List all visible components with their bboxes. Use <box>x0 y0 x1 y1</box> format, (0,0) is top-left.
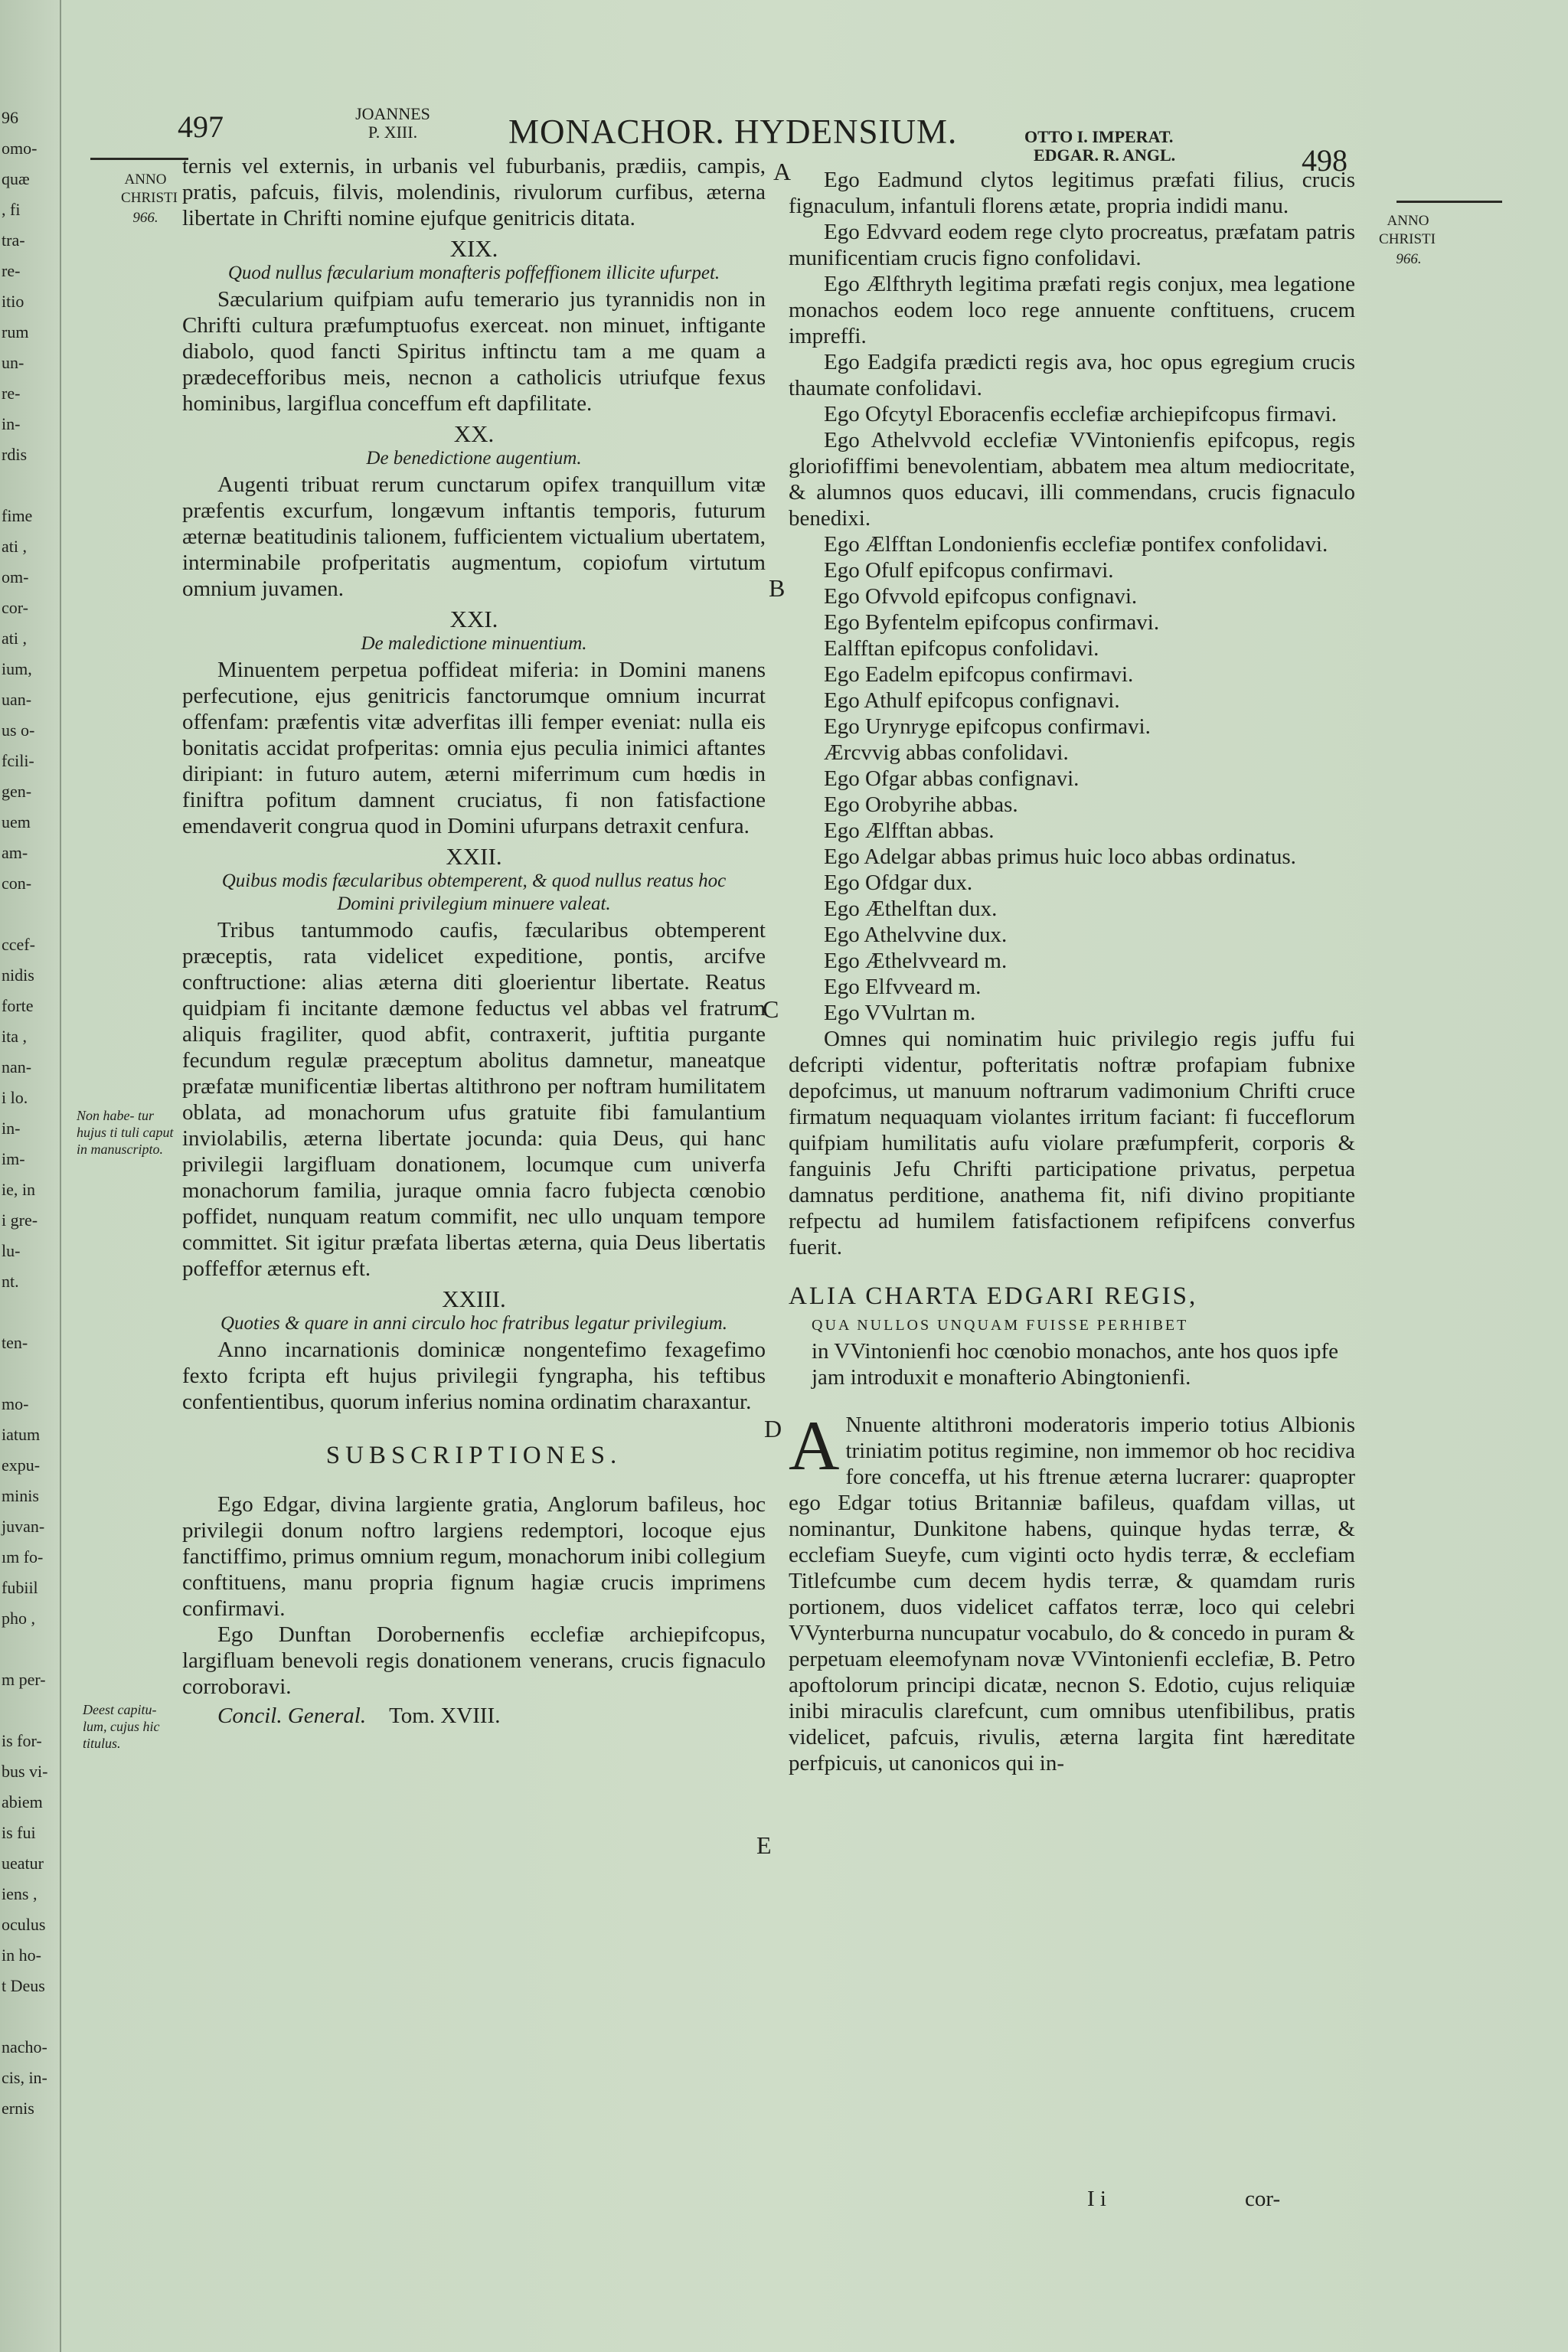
anathema-paragraph: Omnes qui nominatim huic privilegio regis juffu fui defcripti videntur, pofteritatis noftræ profapiam fubnixe depofcimus, ut manuum noftrarum vadimonium Chrifti cruce firmatum nequaquam violantes irritum faciant: fi fucceflorum quifpiam humilitatis aufu violare præfumpferit, corporis & fanguinis Jefu Chrifti participatione privatus, perpetua damnatus perditione, anathema fit, nifi divino propitiante refpectu ad humilem fatisfactionem refipifcens converfus fuerit. <box>789 1027 1355 1259</box>
adjacent-page-fragment: forte <box>2 996 34 1015</box>
year-label-left: 966. <box>132 210 158 226</box>
subscription-athelwold: Ego Athelvvold ecclefiæ VVintonienfis epifcopus, regis gloriofiffimi benevolentiam, abbatem mea altum mediocritate, & alumnos quos educavi, illi commendans, crucis fignaculo benedixi. <box>789 428 1355 531</box>
adjacent-page-fragment: rdis <box>2 445 27 464</box>
adjacent-page-fragment: ati , <box>2 629 27 648</box>
adjacent-page-fragment: lu- <box>2 1241 21 1260</box>
charter-text <box>789 1406 1355 1776</box>
section-letter-e: E <box>756 1831 772 1859</box>
adjacent-page-fragment: in ho- <box>2 1945 41 1965</box>
signer-line: Ego Ofvvold epifcopus confignavi. <box>824 584 1138 609</box>
adjacent-page-fragment: mo- <box>2 1394 29 1413</box>
subscription-aelfstan: Ego Ælfftan Londonienfis ecclefiæ pontifex confolidavi. <box>824 532 1328 557</box>
adjacent-page-fragment: i gre- <box>2 1210 38 1230</box>
drop-cap: A <box>789 1406 840 1485</box>
adjacent-page-fragment: rum <box>2 322 29 341</box>
catchword: cor- <box>1245 2187 1281 2211</box>
section-letter-d: D <box>764 1415 782 1442</box>
adjacent-page-fragment: pho , <box>2 1609 35 1628</box>
signer-line: Ego Athulf epifcopus confignavi. <box>824 688 1120 713</box>
section-21-text: Minuentem perpetua poffideat miferia: in Domini manens perfecutione, ejus genitricis fanctorumque omnium incurrat offenfam: præfentis vitæ adverfitas illi femper eveniat: nulla eis bonitatis accidat profperitas: omnia ejus peculia inimici aftantes diripiant: in futuro autem, æterni miferrimum cum hœdis in finiftra pofitum damnent cruciatus, fi non fatisfactione emendaverit congrua quod in Domini ufurpans detraxit cenfura. <box>182 658 766 838</box>
signer-line: Ego Eadelm epifcopus confirmavi. <box>824 662 1134 687</box>
christi-label-right: CHRISTI <box>1379 231 1436 247</box>
adjacent-page-fragment: ernis <box>2 2099 34 2118</box>
signer-line: Ego VVulrtan m. <box>824 1001 976 1025</box>
year-label-right: 966. <box>1396 251 1422 267</box>
subscription-edgar: Ego Edgar, divina largiente gratia, Anglorum bafileus, hoc privilegii donum noftro largiens redemptori, locoque ejus fanctiffimo, primus omnium regum, monachorum inibi collegium conftituens, manu propria fignum hagiæ crucis imprimens confirmavi. <box>182 1492 766 1621</box>
signer-line: Ego Æthelftan dux. <box>824 897 998 921</box>
adjacent-page-fragment: ium, <box>2 659 32 678</box>
adjacent-page-fragment: minis <box>2 1486 39 1505</box>
adjacent-page-fragment: ie, in <box>2 1180 35 1199</box>
adjacent-page-fragment: i lo. <box>2 1088 28 1107</box>
section-20-text: Augenti tribuat rerum cunctarum opifex tranquillum vitæ præfentis excurfum, longævum inftantis temporis, futurum æternæ beatitudinis talionem, fufficientem victualium ubertatem, interminabile profperitatis augmentum, copiofum virtutum omnium juvamen. <box>182 472 766 601</box>
signer-line: Ego Ælfftan abbas. <box>824 818 995 843</box>
signer-line: Ego Ofgar abbas confignavi. <box>824 766 1080 791</box>
adjacent-page-fragment: expu- <box>2 1455 41 1475</box>
adjacent-page-fragment: is for- <box>2 1731 42 1750</box>
section-22-text: Tribus tantummodo caufis, fæcularibus obtemperent præceptis, rata videlicet expeditione, pontis, arcifve conftructione: alias æterna diti gloerientur libertate. Reatus quidpiam fi incitante dæmone feductus vel abbas vel fratrum aliquis fragiliter, quod abfit, contraxerit, juftitia purgante fecundum regulæ præceptum abolitus damnetur, maneatque præfatæ munificentiæ libertas altithrono per noftram humilitatem oblata, ad monachorum ufus gratuite fibi famulantium inviolabilis, æterna libertate jocunda: quia Deus, qui hanc privilegii largifluam donationem, locumque cum univerfa monachorum familia, juraque omnia facro fubjecta cœnobio poffidet, nunquam reatum commifit, nec ullo unquam tempore committet. Sit igitur præfata libertas æterna, quia Deus libertatis poffeffor æternus eft. <box>182 918 766 1281</box>
signer-line: Ego Æthelvveard m. <box>824 949 1008 973</box>
adjacent-page-fragment: ati , <box>2 537 27 556</box>
adjacent-page-fragment: fime <box>2 506 33 525</box>
section-21-number: XXI. <box>449 606 498 632</box>
signer-line: Ealfftan epifcopus confolidavi. <box>824 636 1099 661</box>
adjacent-page-fragment: fubiil <box>2 1578 38 1597</box>
charter-body: Nnuente altithroni moderatoris imperio totius Albionis triniatim potitus regimine, non immemor ob hoc recidiva fore conceffa, ut his ftrenue æterna lucrarer: quapropter ego Edgar totius Britanniæ bafileus, quafdam villas, ut nominantur, Dunkitone habens, quinque hydas terræ, & ecclefiam Sueyfe, cum viginti octo hydis terræ, & ecclefiam Titlefcumbe cum decem hydis terræ, & quamdam ruris portionem, duos videlicet caffatos terræ, loco qui celebri VVynterburna nuncupatur vocabulo, do & concedo in puram & perpetuam eleemofynam novæ VVintonienfi ecclefiæ, B. Petro apoftolorum principi dicatæ, necnon S. Edotio, cujus reliquiæ inibi miraculis clarefcunt, cum omnibus utenfibilibus, pratis videlicet, pafcuis, rivulis, æterna largita fint hæreditate perfpicuis, ut canonicos qui in- <box>789 1413 1355 1775</box>
margin-note-missing-chapter: Deest capitu- lum, cujus hic titulus. <box>83 1702 160 1751</box>
signer-line: Ego Ofulf epifcopus confirmavi. <box>824 558 1114 583</box>
running-title: MONACHOR. HYDENSIUM. <box>508 113 958 151</box>
adjacent-page-fragment: omo- <box>2 139 38 158</box>
section-22-number: XXII. <box>446 843 502 870</box>
signer-line: Ego Elfvveard m. <box>824 975 982 999</box>
subscription-eadgifa: Ego Eadgifa prædicti regis ava, hoc opus egregium crucis thaumate confolidavi. <box>789 350 1355 400</box>
adjacent-page-fragment: iens , <box>2 1884 38 1903</box>
signature-mark: I i <box>1087 2187 1106 2211</box>
left-column <box>182 153 766 1729</box>
signer-line: Ego Ofdgar dux. <box>824 871 973 895</box>
section-23-number: XXIII. <box>442 1285 506 1312</box>
header-left-sub: P. XIII. <box>368 122 418 142</box>
anno-label-right: ANNO <box>1387 213 1429 229</box>
subscriptiones-heading: SUBSCRIPTIONES. <box>325 1442 622 1469</box>
section-19-title: Quod nullus fæcularium monafteris poffeffionem illicite ufurpet. <box>227 263 720 283</box>
adjacent-page-fragment: nt. <box>2 1272 19 1291</box>
footer-series: Concil. General. <box>217 1704 367 1728</box>
header-right-sub: EDGAR. R. ANGL. <box>1034 145 1176 165</box>
adjacent-page-fragment: is fui <box>2 1823 36 1842</box>
footer-tome: Tom. XVIII. <box>389 1704 501 1728</box>
right-column <box>789 167 1355 1776</box>
signer-line: Ego Urynryge epifcopus confirmavi. <box>824 714 1151 739</box>
adjacent-page-fragment: un- <box>2 353 24 372</box>
subscription-eadmund: Ego Eadmund clytos legitimus præfati filius, crucis fignaculum, infantuli florens ætate, propria indidi manu. <box>789 168 1355 218</box>
adjacent-page-fragment: con- <box>2 874 32 893</box>
margin-note-missing-title: Non habe- tur hujus ti tuli caput in manuscripto. <box>77 1108 174 1157</box>
adjacent-page-fragment: t Deus <box>2 1976 45 1995</box>
adjacent-page-fragment: nidis <box>2 965 34 985</box>
left-page-number: 497 <box>178 109 224 144</box>
adjacent-page-fragment: m per- <box>2 1670 46 1689</box>
right-page-number: 498 <box>1302 143 1348 178</box>
signer-list <box>789 557 1355 844</box>
section-letter-a: A <box>773 158 792 185</box>
adjacent-page-fragment: cor- <box>2 598 28 617</box>
anno-label-left: ANNO <box>124 172 167 188</box>
signer-line: Ego Orobyrihe abbas. <box>824 792 1018 817</box>
adjacent-page-edge <box>0 0 61 2352</box>
adjacent-page-fragment: ım fo- <box>2 1547 44 1566</box>
section-23-title: Quoties & quare in anni circulo hoc fratribus legatur privilegium. <box>220 1313 727 1334</box>
section-22-title: Quibus modis fæcularibus obtemperent, & quod nullus reatus hoc Domini privilegium minuere valeat. <box>221 871 727 914</box>
signer-line: Ego Athelvvine dux. <box>824 923 1008 947</box>
header-rule-left <box>90 158 188 160</box>
subscription-adelgar: Ego Adelgar abbas primus huic loco abbas ordinatus. <box>824 844 1296 869</box>
adjacent-page-fragment: fcili- <box>2 751 34 770</box>
adjacent-page-fragment: am- <box>2 843 28 862</box>
adjacent-page-fragment: om- <box>2 567 29 586</box>
section-20-title: De benedictione augentium. <box>366 448 582 469</box>
subscription-aelfthryth: Ego Ælfthryth legitima præfati regis conjux, mea legatione monachos eodem loco rege annuente conftituens, crucem impreffi. <box>789 272 1355 348</box>
subscription-oscytyl: Ego Ofcytyl Eboracenfis ecclefiæ archiepifcopus firmavi. <box>824 402 1337 426</box>
adjacent-page-fragment: abiem <box>2 1792 43 1811</box>
header-rule-right <box>1396 201 1502 203</box>
adjacent-page-fragment: bus vi- <box>2 1762 48 1781</box>
section-23-text: Anno incarnationis dominicæ nongentefimo fexagefimo fexto fcripta eft hujus privilegii fyngrapha, his teftibus confentientibus, quorum inferius nomina ordinatim charaxantur. <box>182 1338 766 1414</box>
adjacent-page-fragment: uem <box>2 812 31 831</box>
adjacent-page-fragment: iatum <box>2 1425 41 1444</box>
section-21-title: De maledictione minuentium. <box>361 633 587 654</box>
adjacent-page-fragment: ueatur <box>2 1854 44 1873</box>
adjacent-page-fragment: gen- <box>2 782 32 801</box>
signer-line: Ego Byfentelm epifcopus confirmavi. <box>824 610 1160 635</box>
adjacent-page-fragment: cis, in- <box>2 2068 47 2087</box>
adjacent-page-fragment: quæ <box>2 169 30 188</box>
charter-subtitle: QUA NULLOS UNQUAM FUISSE PERHIBET <box>812 1317 1189 1334</box>
adjacent-page-fragment: nan- <box>2 1057 32 1076</box>
christi-label-left: CHRISTI <box>121 190 178 206</box>
adjacent-page-fragment: uan- <box>2 690 32 709</box>
subscription-edward: Ego Edvvard eodem rege clyto procreatus, præfatam patris munificentiam crucis figno confolidavi. <box>789 220 1355 270</box>
section-19-number: XIX. <box>449 235 498 262</box>
section-letter-b: B <box>769 574 786 602</box>
adjacent-page-fragment: oculus <box>2 1915 46 1934</box>
adjacent-page-fragment: im- <box>2 1149 25 1168</box>
footer-volume <box>182 1703 766 1729</box>
adjacent-page-fragment: itio <box>2 292 24 311</box>
signer-line: Ærcvvig abbas confolidavi. <box>824 740 1069 765</box>
signer-list-lay <box>789 870 1355 1026</box>
adjacent-page-fragment: , fi <box>2 200 21 219</box>
adjacent-page-fragment: ccef- <box>2 935 35 954</box>
header-right-top: OTTO I. IMPERAT. <box>1024 127 1174 146</box>
subscription-dunstan: Ego Dunftan Dorobernenfis ecclefiæ archiepifcopus, largifluam benevoli regis donationem venerans, crucis fignaculo corroboravi. <box>182 1622 766 1699</box>
intro-paragraph: ternis vel externis, in urbanis vel fuburbanis, prædiis, campis, pratis, pafcuis, filvis, molendinis, rivulorum curfibus, æterna libertate in Chrifti nomine ejufque genitricis ditata. <box>182 154 766 230</box>
charter-subtitle-continued: in VVintonienfi hoc cœnobio monachos, ante hos quos ipfe jam introduxit e monafterio Abingtonienfi. <box>812 1339 1338 1390</box>
section-19-text: Sæcularium quifpiam aufu temerario jus tyrannidis non in Chrifti cultura præfumptuofus exerceat. non minuet, inftigante diabolo, quod fancti Spiritus inftinctu tam a me quam a prædecefforibus meis, necnon a catholicis utriufque fexus hominibus, largiflua conceffum eft dapfilitate. <box>182 287 766 416</box>
section-20-number: XX. <box>453 420 495 447</box>
charter-title: ALIA CHARTA EDGARI REGIS, <box>789 1282 1198 1310</box>
adjacent-page-fragment: in- <box>2 414 21 433</box>
header-left-top: JOANNES <box>355 104 430 123</box>
adjacent-page-fragment: nacho- <box>2 2037 47 2056</box>
adjacent-page-fragment: us o- <box>2 720 35 740</box>
adjacent-page-fragment: ten- <box>2 1333 28 1352</box>
adjacent-page-fragment: in- <box>2 1119 21 1138</box>
adjacent-page-fragment: juvan- <box>2 1517 45 1536</box>
adjacent-page-fragment: re- <box>2 384 21 403</box>
adjacent-page-fragment: ita , <box>2 1027 27 1046</box>
section-letter-c: C <box>763 995 779 1023</box>
adjacent-page-fragment: tra- <box>2 230 25 250</box>
adjacent-page-fragment: re- <box>2 261 21 280</box>
adjacent-page-fragment: 96 <box>2 108 18 127</box>
